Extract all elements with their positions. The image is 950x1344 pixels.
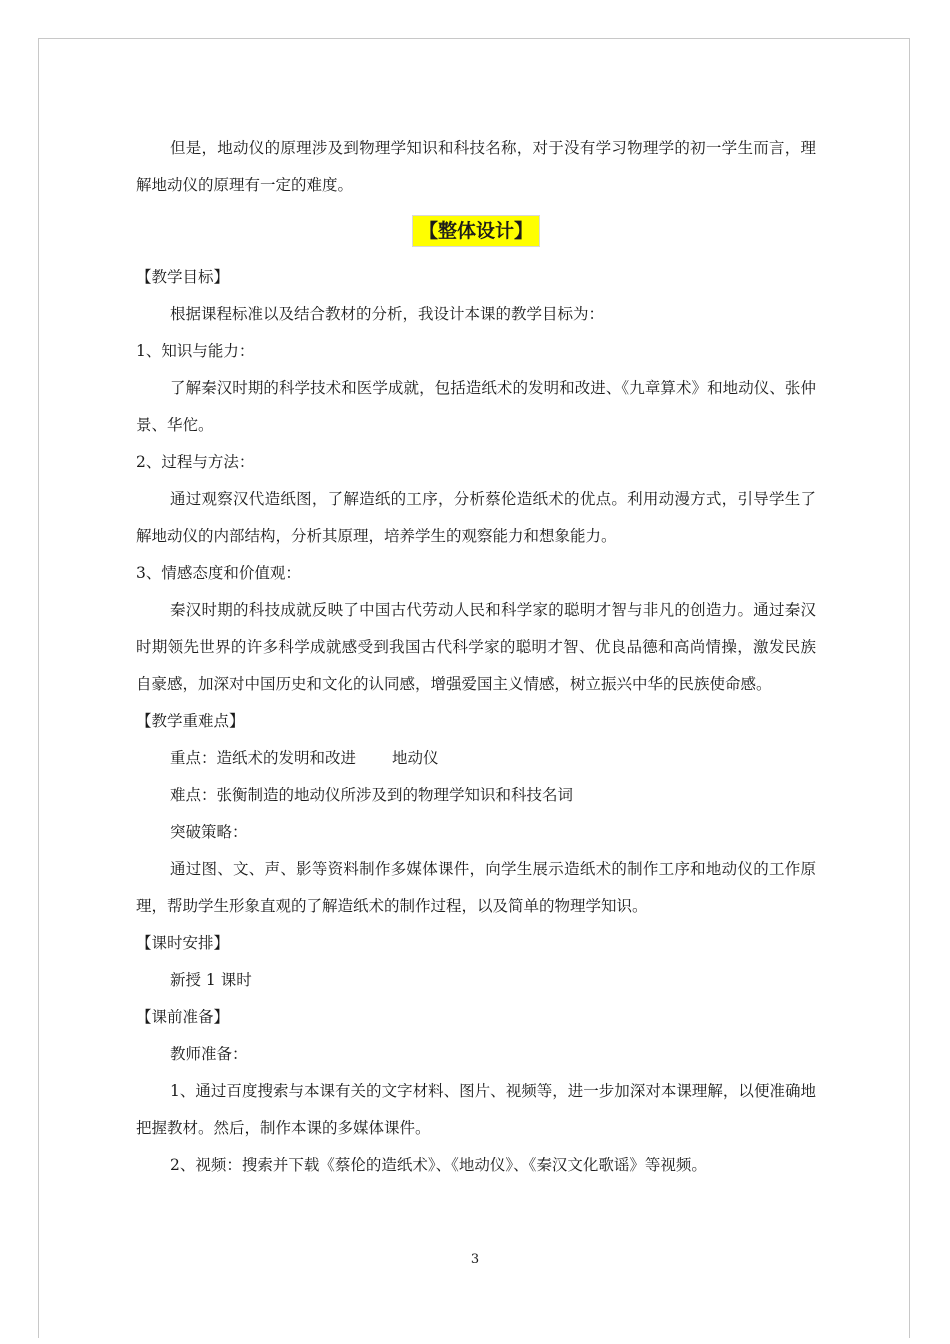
page-number: 3 — [470, 1252, 480, 1267]
objective-3-title: 3、情感态度和价值观： — [136, 564, 301, 582]
strategy-title: 突破策略： — [170, 823, 248, 841]
preparation-heading: 【课前准备】 — [136, 1008, 230, 1026]
preparation-item-2: 2、视频：搜索并下载《蔡伦的造纸术》、《地动仪》、《秦汉文化歌谣》等视频。 — [170, 1156, 707, 1174]
objective-3-body: 秦汉时期的科技成就反映了中国古代劳动人民和科学家的聪明才智与非凡的创造力。通过秦汉时期领先世界的许多科学成就感受到我国古代科学家的聪明才智、优良品德和高尚情操，激发民族自豪感，加深对中国历史和文化的认同感，增强爱国主义情感，树立振兴中华的民族使命感。 — [136, 601, 816, 693]
objectives-lead: 根据课程标准以及结合教材的分析，我设计本课的教学目标为： — [170, 305, 605, 323]
difficult-point: 难点：张衡制造的地动仪所涉及到的物理学知识和科技名词 — [170, 786, 574, 804]
intro-paragraph: 但是，地动仪的原理涉及到物理学知识和科技名称，对于没有学习物理学的初一学生而言，理解地动仪的原理有一定的难度。 — [136, 139, 816, 194]
objective-1-title: 1、知识与能力： — [136, 342, 255, 360]
schedule-heading: 【课时安排】 — [136, 934, 230, 952]
teacher-preparation: 教师准备： — [170, 1045, 248, 1063]
section-title: 【整体设计】 — [412, 215, 540, 247]
section-title-wrap — [136, 214, 816, 251]
document-body — [136, 130, 816, 1184]
schedule-body: 新授 1 课时 — [170, 971, 252, 989]
key-points-heading: 【教学重难点】 — [136, 712, 245, 730]
objective-1-body: 了解秦汉时期的科学技术和医学成就，包括造纸术的发明和改进、《九章算术》和地动仪、张仲景、华佗。 — [136, 379, 816, 434]
objective-2-body: 通过观察汉代造纸图，了解造纸的工序，分析蔡伦造纸术的优点。利用动漫方式，引导学生了解地动仪的内部结构，分析其原理，培养学生的观察能力和想象能力。 — [136, 490, 816, 545]
key-point-line — [136, 740, 816, 777]
objective-2-title: 2、过程与方法： — [136, 453, 255, 471]
objectives-heading: 【教学目标】 — [136, 268, 230, 286]
preparation-item-1: 1、通过百度搜索与本课有关的文字材料、图片、视频等，进一步加深对本课理解，以便准确地把握教材。然后，制作本课的多媒体课件。 — [136, 1082, 816, 1137]
key-point-label: 重点：造纸术的发明和改进 — [170, 749, 357, 767]
strategy-body: 通过图、文、声、影等资料制作多媒体课件，向学生展示造纸术的制作工序和地动仪的工作原理，帮助学生形象直观的了解造纸术的制作过程，以及简单的物理学知识。 — [136, 860, 816, 915]
key-point-extra: 地动仪 — [392, 749, 439, 767]
